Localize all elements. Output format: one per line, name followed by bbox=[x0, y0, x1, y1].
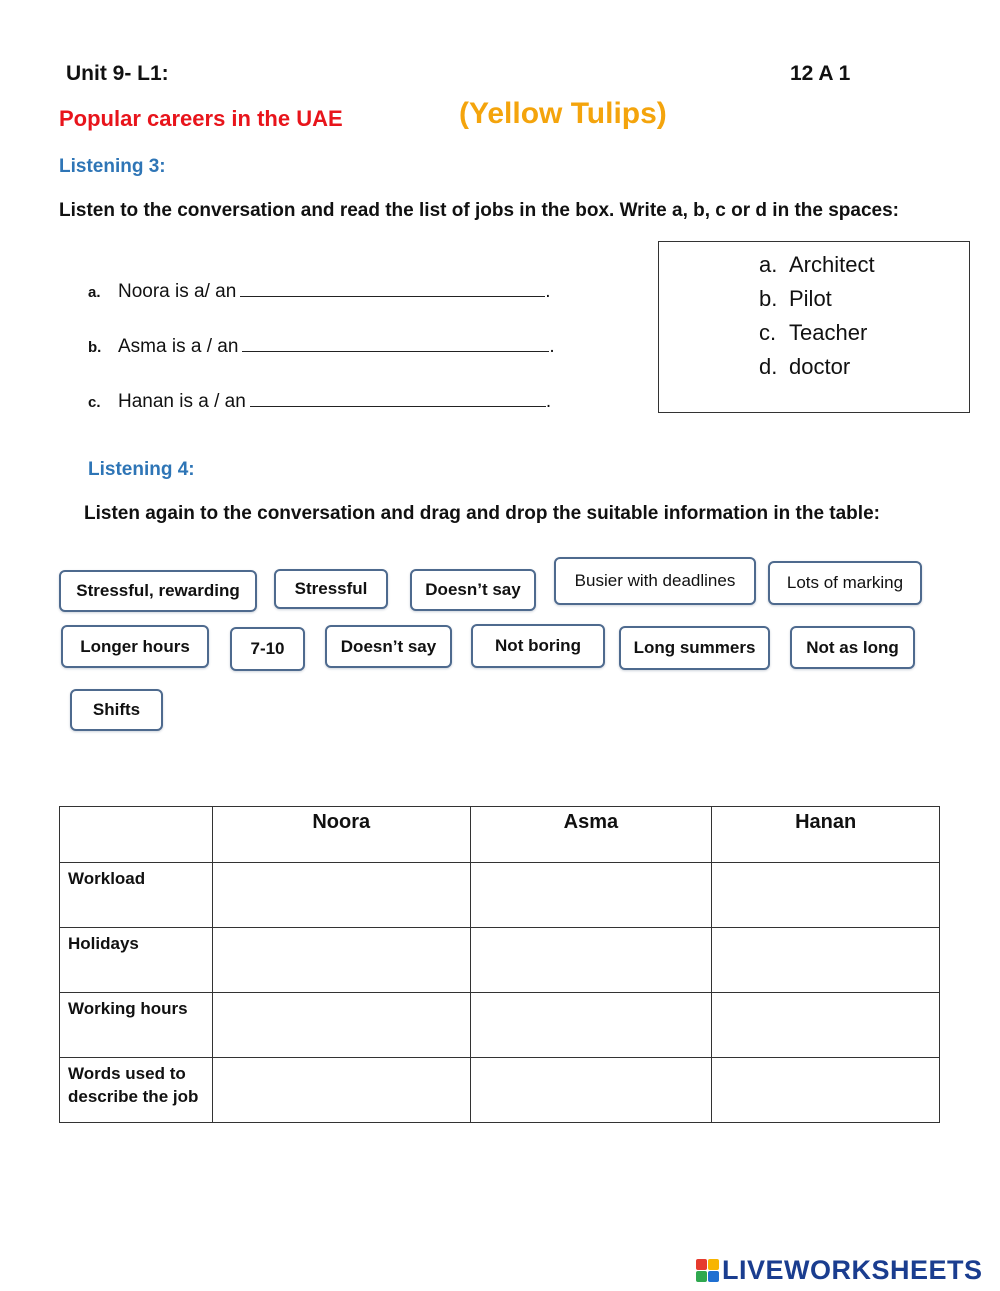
drop-cell[interactable] bbox=[470, 928, 712, 993]
drop-cell[interactable] bbox=[470, 863, 712, 928]
logo-text: LIVEWORKSHEETS bbox=[722, 1255, 983, 1285]
listening3-heading: Listening 3: bbox=[59, 156, 166, 177]
column-header-asma: Asma bbox=[470, 807, 712, 863]
drag-chip[interactable]: Long summers bbox=[619, 626, 770, 670]
jobs-box bbox=[658, 241, 970, 413]
class-code: 12 A 1 bbox=[790, 62, 851, 85]
job-item: b. Pilot bbox=[759, 286, 832, 311]
drop-cell[interactable] bbox=[212, 863, 470, 928]
column-header-noora: Noora bbox=[212, 807, 470, 863]
answer-blank-c[interactable] bbox=[250, 390, 546, 407]
table-row bbox=[60, 863, 940, 928]
job-item: d. doctor bbox=[759, 354, 851, 379]
drop-cell[interactable] bbox=[212, 1058, 470, 1123]
job-item: a. Architect bbox=[759, 252, 875, 277]
listening3-instruction: Listen to the conversation and read the list of jobs in the box. Write a, b, c or d in the spaces: bbox=[59, 200, 900, 221]
drag-chip[interactable]: Stressful bbox=[274, 569, 388, 609]
drop-cell[interactable] bbox=[712, 863, 940, 928]
question-a: a. Noora is a/ an . bbox=[88, 281, 551, 302]
unit-title: Unit 9- L1: bbox=[66, 62, 169, 85]
listening4-heading: Listening 4: bbox=[88, 459, 195, 480]
drag-chip[interactable]: Shifts bbox=[70, 689, 163, 731]
answer-blank-a[interactable] bbox=[240, 280, 545, 297]
job-item: c. Teacher bbox=[759, 320, 868, 345]
listening4-instruction: Listen again to the conversation and drag and drop the suitable information in the table: bbox=[84, 503, 880, 524]
drop-cell[interactable] bbox=[712, 1058, 940, 1123]
drag-chip[interactable]: Doesn’t say bbox=[410, 569, 536, 611]
drag-chip[interactable]: Doesn’t say bbox=[325, 625, 452, 668]
drag-chip[interactable]: Longer hours bbox=[61, 625, 209, 668]
question-c: c. Hanan is a / an . bbox=[88, 391, 552, 412]
drop-cell[interactable] bbox=[470, 1058, 712, 1123]
table-corner-cell bbox=[60, 807, 213, 863]
column-header-hanan: Hanan bbox=[712, 807, 940, 863]
liveworksheets-logo bbox=[696, 1255, 983, 1286]
table-row bbox=[60, 928, 940, 993]
logo-mark-icon bbox=[696, 1259, 719, 1282]
group-name: (Yellow Tulips) bbox=[459, 97, 667, 130]
drop-cell[interactable] bbox=[712, 993, 940, 1058]
drag-chip[interactable]: Not as long bbox=[790, 626, 915, 669]
logo-square bbox=[696, 1259, 707, 1270]
table-row bbox=[60, 993, 940, 1058]
table-row bbox=[60, 1058, 940, 1123]
drag-chip[interactable]: Lots of marking bbox=[768, 561, 922, 605]
table-header-row bbox=[60, 807, 940, 863]
page-subtitle: Popular careers in the UAE bbox=[59, 106, 343, 131]
drop-cell[interactable] bbox=[212, 993, 470, 1058]
drag-chip[interactable]: Stressful, rewarding bbox=[59, 570, 257, 612]
logo-square bbox=[696, 1271, 707, 1282]
info-table bbox=[59, 806, 940, 1123]
row-header-holidays: Holidays bbox=[60, 928, 213, 993]
drag-chip[interactable]: Not boring bbox=[471, 624, 605, 668]
logo-square bbox=[708, 1271, 719, 1282]
row-header-workload: Workload bbox=[60, 863, 213, 928]
drag-chip[interactable]: 7-10 bbox=[230, 627, 305, 671]
logo-square bbox=[708, 1259, 719, 1270]
question-b: b. Asma is a / an . bbox=[88, 336, 555, 357]
row-header-working-hours: Working hours bbox=[60, 993, 213, 1058]
drop-cell[interactable] bbox=[212, 928, 470, 993]
answer-blank-b[interactable] bbox=[242, 335, 549, 352]
drop-cell[interactable] bbox=[470, 993, 712, 1058]
drag-chip[interactable]: Busier with deadlines bbox=[554, 557, 756, 605]
drop-cell[interactable] bbox=[712, 928, 940, 993]
row-header-describe-job: Words used to describe the job bbox=[60, 1058, 213, 1123]
